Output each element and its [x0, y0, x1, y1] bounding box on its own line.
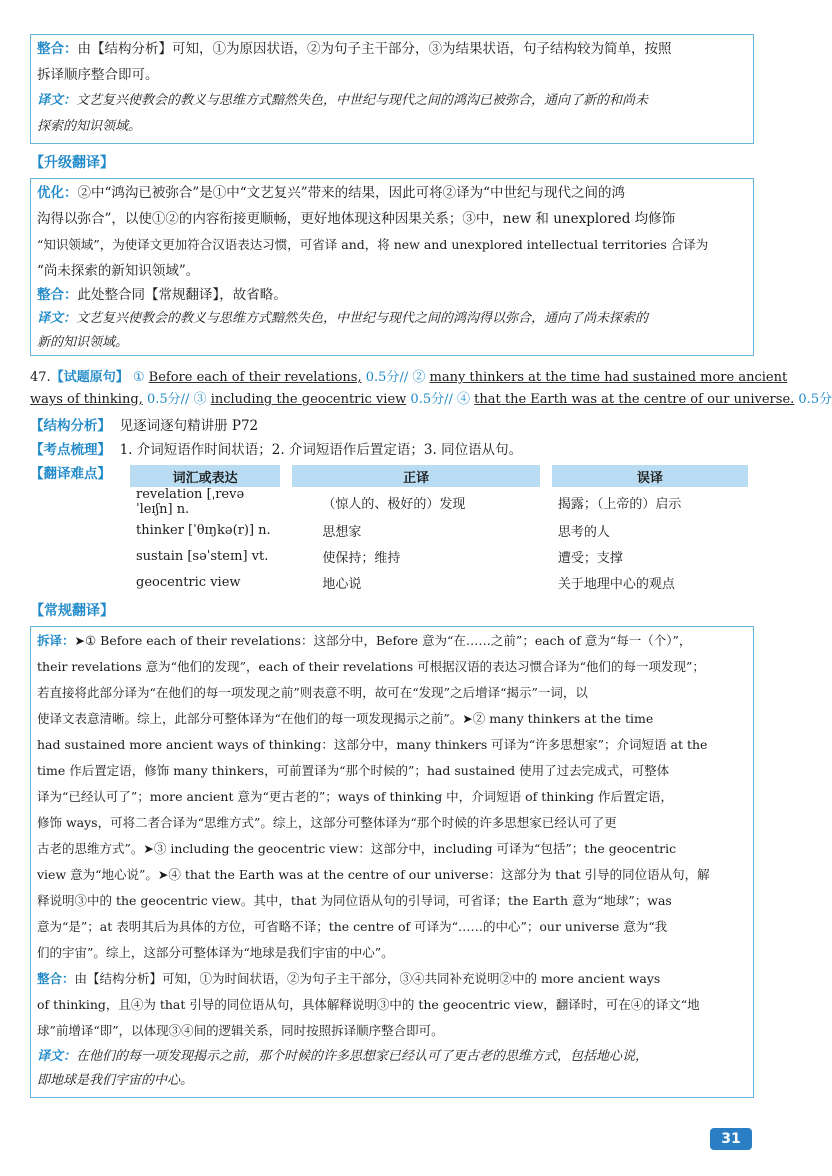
translation-line: 译文：文艺复兴使教会的教义与思维方式黯然失色，中世纪与现代之间的鸿沟已被弥合，通向了新的和尚未 — [37, 93, 649, 108]
page-number: 31 — [710, 1128, 752, 1150]
table-row: geocentric view 地心说 关于地理中心的观点 — [136, 574, 675, 592]
table-header-row — [130, 465, 748, 487]
integration-label: 整合： — [37, 41, 78, 57]
translation-line-2: 探索的知识领域。 — [37, 119, 142, 134]
optimize-line: 沟得以弥合”，以使①②的内容衔接更顺畅，更好地体现这种因果关系；③中，new 和 unexplored 均修饰 — [37, 211, 676, 227]
integration-line: 球”前增译“即”，以体现③④间的逻辑关系，同时按照拆译顺序整合即可。 — [37, 1023, 444, 1038]
table-row: sustain [səˈsteɪn] vt. 使保持；维持 遭受；支撑 — [136, 548, 623, 566]
split-line: 若直接将此部分译为“在他们的每一项发现之前”则表意不明，故可在“发现”之后增译“揭示”一词，以 — [37, 685, 588, 700]
top-translation-box — [30, 34, 754, 144]
split-line: 古老的思维方式”。➤③ including the geocentric view：这部分中，including 可译为“包括”；the geocentric — [37, 841, 677, 856]
split-line: time 作后置定语，修饰 many thinkers，可前置译为“那个时候的”；had sustained 使用了过去完成式，可整体 — [37, 763, 670, 778]
translation-line-2: 即地球是我们宇宙的中心。 — [37, 1073, 194, 1088]
split-line: 使译文表意清晰。综上，此部分可整体译为“在他们的每一项发现揭示之前”。➤② many thinkers at the time — [37, 711, 654, 726]
table-header: 误译 — [552, 465, 748, 487]
table-row: revelation [ˌrevəˈleɪʃn] n. （惊人的、极好的）发现 揭露；（上帝的）启示 — [136, 487, 682, 517]
upgrade-heading: 【升级翻译】 — [30, 155, 114, 171]
split-label: 拆译： — [37, 633, 75, 648]
difficulty-label: 【翻译难点】 — [30, 466, 111, 482]
table-header: 正译 — [292, 465, 539, 487]
integration-line: 整合：此处整合同【常规翻译】，故省略。 — [37, 287, 287, 303]
points-summary: 【考点梳理】 1. 介词短语作时间状语；2. 介词短语作后置定语；3. 同位语从句。 — [30, 442, 523, 458]
split-line: 意为“是”；at 表明其后为具体的方位，可省略不译；the centre of 可译为“……的中心”；our universe 意为“我 — [37, 919, 668, 934]
segment-3: including the geocentric view — [210, 392, 407, 407]
segment-4: that the Earth was at the centre of our universe. — [474, 392, 795, 407]
table-header: 词汇或表达 — [130, 465, 280, 487]
original-sentence-line-2: ways of thinking, 0.5分// ③ including the geocentric view 0.5分// ④ that the Earth was at the centre of our universe. 0.5分 — [30, 392, 832, 407]
split-line: 拆译：➤① Before each of their revelations：这部分中，Before 意为“在……之前”；each of 意为“每一（个）”， — [37, 633, 692, 648]
split-line: 释说明③中的 the geocentric view。其中，that 为同位语从句的引导词，可省译；the Earth 意为“地球”；was — [37, 893, 672, 908]
translation-label: 译文： — [37, 1049, 77, 1064]
vocab-table — [130, 465, 748, 595]
segment-2: many thinkers at the time had sustained more ancient — [429, 370, 788, 385]
structure-analysis: 【结构分析】 见逐词逐句精讲册 P72 — [30, 418, 259, 434]
regular-box — [30, 626, 754, 1098]
optimize-line: “知识领域”，为使译文更加符合汉语表达习惯，可省译 and，将 new and unexplored intellectual territories 合译为 — [37, 237, 709, 252]
original-sentence-line-1: 47.【试题原句】 ① Before each of their revelations, 0.5分// ② many thinkers at the time had sustained more ancient — [30, 370, 788, 385]
split-line: 修饰 ways，可将二者合译为“思维方式”。综上，这部分可整体译为“那个时候的许多思想家已经认可了更 — [37, 815, 617, 830]
split-line: 们的宇宙”。综上，这部分可整体译为“地球是我们宇宙的中心”。 — [37, 945, 394, 960]
translation-line-2: 新的知识领域。 — [37, 335, 129, 350]
regular-heading: 【常规翻译】 — [30, 603, 114, 619]
translation-line: 译文：在他们的每一项发现揭示之前，那个时候的许多思想家已经认可了更古老的思维方式，包括地心说， — [37, 1049, 649, 1064]
translation-line: 译文：文艺复兴使教会的教义与思维方式黯然失色，中世纪与现代之间的鸿沟得以弥合，通向了尚未探索的 — [37, 311, 649, 326]
integration-line: 整合：由【结构分析】可知，①为时间状语，②为句子主干部分，③④共同补充说明②中的 more ancient ways — [37, 971, 661, 986]
original-sentence-label: 【试题原句】 — [50, 370, 129, 385]
translation-label: 译文： — [37, 93, 77, 108]
optimize-line: 优化：②中“鸿沟已被弥合”是①中“文艺复兴”带来的结果，因此可将②译为“中世纪与现代之间的鸿 — [37, 185, 626, 201]
split-line: had sustained more ancient ways of thinking：这部分中，many thinkers 可译为“许多思想家”；介词短语 at the — [37, 737, 708, 752]
split-line: their revelations 意为“他们的发现”，each of their revelations 可根据汉语的表达习惯合译为“他们的每一项发现”； — [37, 659, 705, 674]
table-row: thinker [ˈθɪŋkə(r)] n. 思想家 思考的人 — [136, 522, 610, 540]
integration-label: 整合： — [37, 971, 75, 986]
integration-line-2: 拆译顺序整合即可。 — [37, 67, 159, 83]
integration-line: 整合：由【结构分析】可知，①为原因状语，②为句子主干部分，③为结果状语，句子结构较为简单，按照 — [37, 41, 672, 57]
integration-line: of thinking，且④为 that 引导的同位语从句，具体解释说明③中的 the geocentric view，翻译时，可在④的译文“地 — [37, 997, 700, 1012]
split-line: view 意为“地心说”。➤④ that the Earth was at the centre of our universe：这部分为 that 引导的同位语从句，解 — [37, 867, 710, 882]
optimize-label: 优化： — [37, 185, 78, 201]
split-line: 译为“已经认可了”；more ancient 意为“更古老的”；ways of thinking 中，介词短语 of thinking 作后置定语， — [37, 789, 673, 804]
segment-1: Before each of their revelations, — [148, 370, 362, 385]
optimize-line: “尚未探索的新知识领域”。 — [37, 263, 200, 279]
upgrade-box — [30, 178, 754, 356]
